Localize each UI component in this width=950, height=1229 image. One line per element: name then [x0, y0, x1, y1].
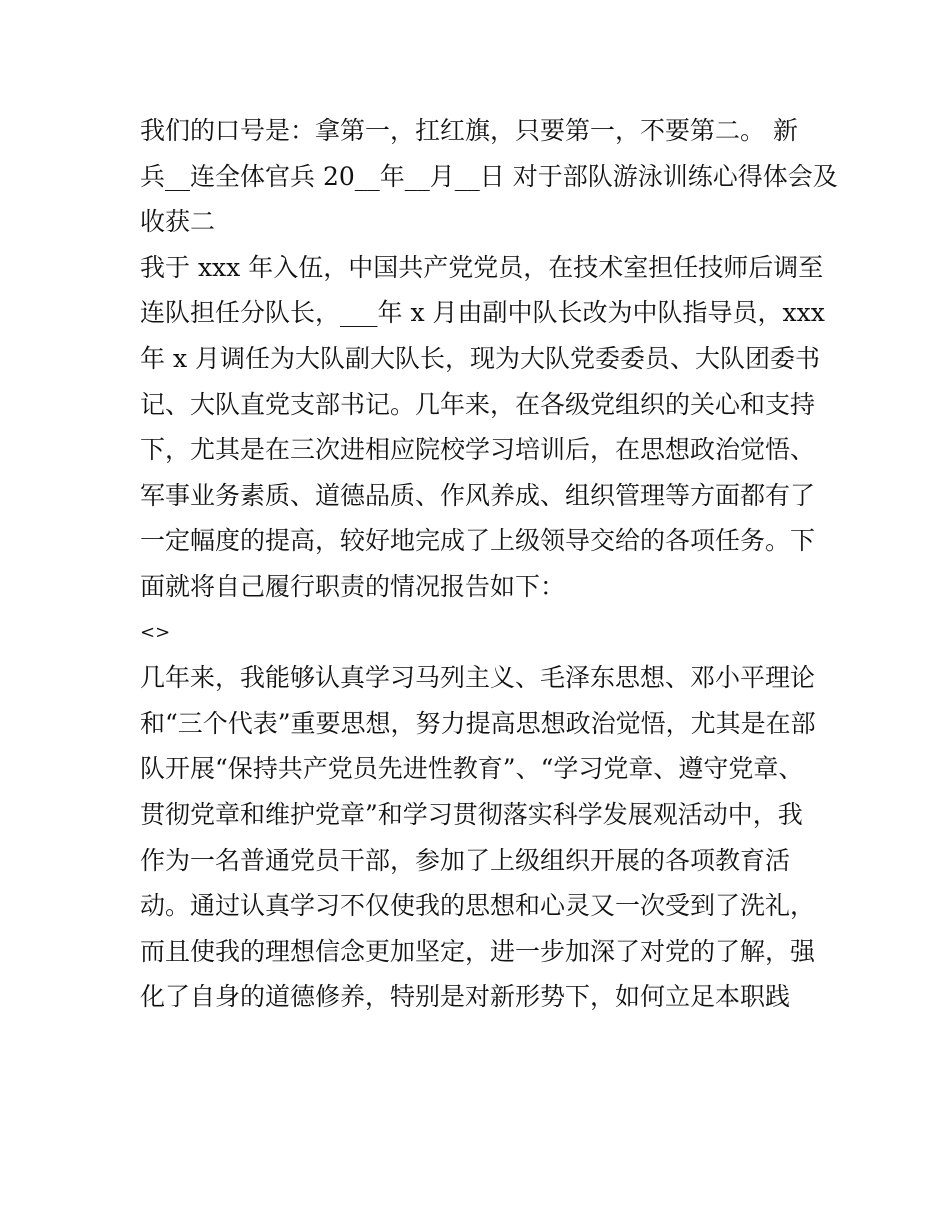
section-marker: <> [140, 621, 171, 643]
text-line: 收获二 [140, 207, 216, 237]
text-line: 我们的口号是：拿第一，扛红旗，只要第一，不要第二。 新 [140, 116, 798, 145]
text-line: 年 x 月调任为大队副大队长，现为大队党委委员、大队团委书 [140, 343, 820, 373]
text-line: 连队担任分队长，___年 x 月由副中队长改为中队指导员，xxx [140, 298, 825, 328]
text-line: 下，尤其是在三次进相应院校学习培训后，在思想政治觉悟、 [140, 435, 816, 465]
text-line: 我于 xxx 年入伍，中国共产党党员，在技术室担任技师后调至 [140, 252, 824, 282]
document-body [140, 108, 838, 1020]
text-line: 几年来，我能够认真学习马列主义、毛泽东思想、邓小平理论 [140, 663, 816, 693]
text-line: 兵__连全体官兵 20__年__月__日 对于部队游泳训练心得体会及 [140, 161, 838, 191]
text-line: 而且使我的理想信念更加坚定，进一步加深了对党的了解，强 [140, 936, 816, 966]
text-line: 动。通过认真学习不仅使我的思想和心灵又一次受到了洗礼， [140, 891, 816, 921]
text-line: 和“三个代表”重要思想，努力提高思想政治觉悟，尤其是在部 [140, 708, 816, 738]
text-line: 队开展“保持共产党员先进性教育”、“学习党章、遵守党章、 [140, 754, 804, 784]
text-line: 面就将自己履行职责的情况报告如下： [140, 571, 566, 601]
text-line: 作为一名普通党员干部，参加了上级组织开展的各项教育活 [140, 845, 791, 875]
text-line: 记、大队直党支部书记。几年来，在各级党组织的关心和支持 [140, 389, 816, 419]
text-line: 一定幅度的提高，较好地完成了上级领导交给的各项任务。下 [140, 526, 816, 556]
text-line: 化了自身的道德修养，特别是对新形势下，如何立足本职践 [140, 982, 791, 1012]
text-line: 军事业务素质、道德品质、作风养成、组织管理等方面都有了 [140, 480, 816, 510]
text-line: 贯彻党章和维护党章”和学习贯彻落实科学发展观活动中，我 [140, 799, 803, 829]
